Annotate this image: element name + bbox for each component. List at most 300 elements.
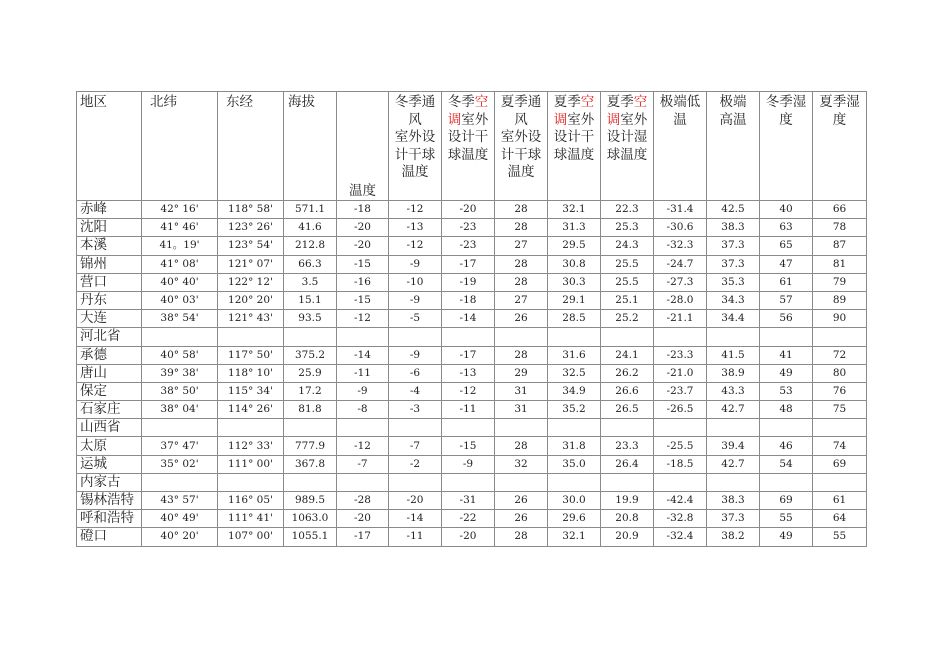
cell-latitude xyxy=(142,419,218,437)
cell-winter-ac: -23 xyxy=(442,219,495,237)
cell-summer-humidity: 72 xyxy=(813,346,867,364)
cell-summer-humidity: 74 xyxy=(813,437,867,455)
cell-winter-ventilation: -10 xyxy=(389,273,442,291)
cell-region: 太原 xyxy=(77,437,142,455)
cell-summer-ac-dry: 30.8 xyxy=(548,255,601,273)
cell-summer-ac-dry: 29.5 xyxy=(548,237,601,255)
header-temperature: 温度 xyxy=(337,92,389,201)
cell-longitude: 123° 54' xyxy=(218,237,284,255)
cell-winter-ventilation: -12 xyxy=(389,237,442,255)
cell-latitude: 43° 57' xyxy=(142,492,218,510)
cell-winter-ac: -19 xyxy=(442,273,495,291)
cell-longitude: 121° 43' xyxy=(218,310,284,328)
cell-altitude: 989.5 xyxy=(284,492,337,510)
cell-temperature xyxy=(337,328,389,346)
cell-latitude xyxy=(142,473,218,491)
cell-extreme-low: -30.6 xyxy=(654,219,707,237)
cell-winter-ac xyxy=(442,419,495,437)
cell-altitude: 15.1 xyxy=(284,291,337,309)
cell-extreme-high: 38.3 xyxy=(707,219,760,237)
cell-latitude: 38° 04' xyxy=(142,401,218,419)
cell-longitude: 122° 12' xyxy=(218,273,284,291)
cell-latitude: 41。19' xyxy=(142,237,218,255)
header-latitude: 北纬 xyxy=(142,92,218,201)
cell-longitude xyxy=(218,419,284,437)
cell-extreme-low: -32.4 xyxy=(654,528,707,546)
cell-summer-ventilation xyxy=(495,473,548,491)
cell-extreme-high: 39.4 xyxy=(707,437,760,455)
cell-region: 营口 xyxy=(77,273,142,291)
cell-region: 保定 xyxy=(77,382,142,400)
header-winter-ac: 冬季空 调室外 设计干 球温度 xyxy=(442,92,495,201)
cell-region: 承德 xyxy=(77,346,142,364)
cell-summer-ac-wet: 25.1 xyxy=(601,291,654,309)
cell-winter-humidity: 57 xyxy=(760,291,813,309)
cell-latitude xyxy=(142,328,218,346)
table-row xyxy=(77,201,867,219)
cell-winter-ac: -18 xyxy=(442,291,495,309)
cell-summer-ac-dry: 29.1 xyxy=(548,291,601,309)
header-region: 地区 xyxy=(77,92,142,201)
cell-summer-humidity: 66 xyxy=(813,201,867,219)
cell-summer-ac-dry: 28.5 xyxy=(548,310,601,328)
cell-extreme-low: -32.3 xyxy=(654,237,707,255)
cell-winter-humidity: 63 xyxy=(760,219,813,237)
cell-temperature: -20 xyxy=(337,510,389,528)
cell-winter-ventilation: -9 xyxy=(389,346,442,364)
cell-summer-ventilation: 31 xyxy=(495,401,548,419)
cell-winter-ac: -11 xyxy=(442,401,495,419)
cell-temperature: -16 xyxy=(337,273,389,291)
cell-summer-ac-dry xyxy=(548,419,601,437)
cell-latitude: 35° 02' xyxy=(142,455,218,473)
cell-winter-ventilation: -11 xyxy=(389,528,442,546)
cell-altitude: 375.2 xyxy=(284,346,337,364)
header-longitude: 东经 xyxy=(218,92,284,201)
cell-extreme-high: 37.3 xyxy=(707,237,760,255)
cell-summer-ac-dry: 30.0 xyxy=(548,492,601,510)
cell-temperature: -18 xyxy=(337,201,389,219)
cell-longitude: 116° 05' xyxy=(218,492,284,510)
cell-extreme-high: 43.3 xyxy=(707,382,760,400)
cell-summer-humidity: 80 xyxy=(813,364,867,382)
cell-winter-ventilation xyxy=(389,328,442,346)
cell-summer-ac-wet xyxy=(601,328,654,346)
cell-region: 山西省 xyxy=(77,419,142,437)
cell-winter-ac: -22 xyxy=(442,510,495,528)
cell-extreme-low: -18.5 xyxy=(654,455,707,473)
cell-region: 锡林浩特 xyxy=(77,492,142,510)
table-row xyxy=(77,473,867,491)
cell-summer-ventilation: 28 xyxy=(495,255,548,273)
table-row xyxy=(77,291,867,309)
header-row xyxy=(77,92,867,201)
cell-summer-ac-wet: 26.2 xyxy=(601,364,654,382)
cell-latitude: 40° 40' xyxy=(142,273,218,291)
cell-region: 呼和浩特 xyxy=(77,510,142,528)
cell-summer-humidity: 64 xyxy=(813,510,867,528)
cell-winter-ac: -23 xyxy=(442,237,495,255)
cell-longitude: 112° 33' xyxy=(218,437,284,455)
cell-extreme-high: 38.9 xyxy=(707,364,760,382)
cell-summer-ac-wet: 20.9 xyxy=(601,528,654,546)
cell-altitude: 1063.0 xyxy=(284,510,337,528)
header-summer-ac-wet: 夏季空 调室外 设计湿 球温度 xyxy=(601,92,654,201)
cell-temperature: -20 xyxy=(337,219,389,237)
header-extreme-low: 极端低 温 xyxy=(654,92,707,201)
cell-temperature: -17 xyxy=(337,528,389,546)
cell-longitude: 115° 34' xyxy=(218,382,284,400)
cell-summer-ac-dry: 32.1 xyxy=(548,201,601,219)
cell-summer-ac-dry xyxy=(548,328,601,346)
cell-latitude: 39° 38' xyxy=(142,364,218,382)
cell-summer-ac-wet: 25.2 xyxy=(601,310,654,328)
cell-region: 内家古 xyxy=(77,473,142,491)
cell-extreme-low xyxy=(654,419,707,437)
cell-summer-ventilation: 26 xyxy=(495,310,548,328)
cell-winter-ac: -20 xyxy=(442,528,495,546)
cell-longitude: 120° 20' xyxy=(218,291,284,309)
cell-longitude: 121° 07' xyxy=(218,255,284,273)
cell-summer-ac-dry: 32.1 xyxy=(548,528,601,546)
cell-latitude: 40° 03' xyxy=(142,291,218,309)
cell-latitude: 41° 08' xyxy=(142,255,218,273)
cell-temperature: -14 xyxy=(337,346,389,364)
cell-winter-ac: -9 xyxy=(442,455,495,473)
cell-winter-ventilation: -3 xyxy=(389,401,442,419)
cell-summer-ac-wet: 22.3 xyxy=(601,201,654,219)
header-winter-humidity: 冬季湿 度 xyxy=(760,92,813,201)
cell-extreme-low: -21.1 xyxy=(654,310,707,328)
cell-winter-humidity: 41 xyxy=(760,346,813,364)
cell-summer-ventilation: 28 xyxy=(495,437,548,455)
cell-extreme-high: 37.3 xyxy=(707,255,760,273)
cell-longitude: 114° 26' xyxy=(218,401,284,419)
cell-temperature: -28 xyxy=(337,492,389,510)
cell-extreme-low: -25.5 xyxy=(654,437,707,455)
cell-extreme-high: 38.2 xyxy=(707,528,760,546)
cell-latitude: 40° 49' xyxy=(142,510,218,528)
cell-altitude: 3.5 xyxy=(284,273,337,291)
cell-winter-ac: -12 xyxy=(442,382,495,400)
cell-extreme-high: 38.3 xyxy=(707,492,760,510)
cell-summer-humidity: 76 xyxy=(813,382,867,400)
cell-extreme-low: -42.4 xyxy=(654,492,707,510)
cell-temperature: -12 xyxy=(337,437,389,455)
cell-summer-ac-dry: 34.9 xyxy=(548,382,601,400)
table-row xyxy=(77,510,867,528)
cell-summer-ac-dry: 31.3 xyxy=(548,219,601,237)
table-row xyxy=(77,492,867,510)
cell-summer-humidity: 78 xyxy=(813,219,867,237)
cell-summer-ventilation: 28 xyxy=(495,528,548,546)
cell-summer-ac-wet: 23.3 xyxy=(601,437,654,455)
cell-extreme-low: -31.4 xyxy=(654,201,707,219)
cell-summer-humidity xyxy=(813,473,867,491)
cell-temperature: -15 xyxy=(337,291,389,309)
cell-winter-ventilation: -5 xyxy=(389,310,442,328)
cell-summer-ventilation: 28 xyxy=(495,273,548,291)
cell-summer-ventilation: 26 xyxy=(495,492,548,510)
table-row xyxy=(77,455,867,473)
cell-winter-humidity: 49 xyxy=(760,528,813,546)
cell-temperature xyxy=(337,473,389,491)
table-row xyxy=(77,328,867,346)
table-row xyxy=(77,310,867,328)
cell-extreme-low: -23.7 xyxy=(654,382,707,400)
cell-altitude: 777.9 xyxy=(284,437,337,455)
cell-summer-ac-wet: 26.6 xyxy=(601,382,654,400)
cell-winter-humidity: 49 xyxy=(760,364,813,382)
cell-summer-humidity: 69 xyxy=(813,455,867,473)
table-row xyxy=(77,419,867,437)
cell-winter-humidity: 53 xyxy=(760,382,813,400)
cell-summer-ac-dry: 31.6 xyxy=(548,346,601,364)
cell-summer-ac-wet: 26.4 xyxy=(601,455,654,473)
cell-region: 沈阳 xyxy=(77,219,142,237)
cell-extreme-low: -32.8 xyxy=(654,510,707,528)
cell-extreme-high xyxy=(707,473,760,491)
cell-winter-ventilation: -4 xyxy=(389,382,442,400)
cell-altitude: 66.3 xyxy=(284,255,337,273)
cell-summer-humidity: 87 xyxy=(813,237,867,255)
cell-winter-humidity: 69 xyxy=(760,492,813,510)
table-row xyxy=(77,437,867,455)
cell-extreme-high: 37.3 xyxy=(707,510,760,528)
cell-summer-ventilation: 29 xyxy=(495,364,548,382)
cell-winter-ventilation xyxy=(389,473,442,491)
cell-summer-ac-dry: 29.6 xyxy=(548,510,601,528)
cell-winter-ac: -20 xyxy=(442,201,495,219)
cell-latitude: 40° 20' xyxy=(142,528,218,546)
cell-altitude xyxy=(284,473,337,491)
cell-summer-ac-dry: 35.2 xyxy=(548,401,601,419)
cell-summer-ac-wet: 26.5 xyxy=(601,401,654,419)
cell-longitude: 111° 41' xyxy=(218,510,284,528)
cell-altitude: 17.2 xyxy=(284,382,337,400)
cell-longitude: 117° 50' xyxy=(218,346,284,364)
cell-extreme-high: 42.5 xyxy=(707,201,760,219)
cell-summer-humidity: 81 xyxy=(813,255,867,273)
cell-winter-ventilation: -12 xyxy=(389,201,442,219)
cell-temperature: -12 xyxy=(337,310,389,328)
cell-region: 磴口 xyxy=(77,528,142,546)
header-altitude: 海拔 xyxy=(284,92,337,201)
cell-region: 石家庄 xyxy=(77,401,142,419)
cell-extreme-high: 42.7 xyxy=(707,401,760,419)
climate-data-table xyxy=(76,91,867,547)
cell-summer-humidity: 79 xyxy=(813,273,867,291)
cell-summer-ac-dry: 31.8 xyxy=(548,437,601,455)
cell-latitude: 38° 54' xyxy=(142,310,218,328)
cell-longitude: 118° 58' xyxy=(218,201,284,219)
table-row xyxy=(77,237,867,255)
cell-extreme-low xyxy=(654,473,707,491)
cell-summer-humidity: 90 xyxy=(813,310,867,328)
cell-summer-ac-wet: 19.9 xyxy=(601,492,654,510)
table-row xyxy=(77,528,867,546)
cell-summer-humidity xyxy=(813,328,867,346)
cell-altitude: 367.8 xyxy=(284,455,337,473)
cell-winter-humidity: 46 xyxy=(760,437,813,455)
header-summer-ventilation: 夏季通 风 室外设 计干球 温度 xyxy=(495,92,548,201)
cell-summer-ventilation: 28 xyxy=(495,346,548,364)
cell-temperature: -8 xyxy=(337,401,389,419)
cell-winter-ventilation: -9 xyxy=(389,291,442,309)
cell-summer-ac-wet: 24.1 xyxy=(601,346,654,364)
cell-winter-ventilation xyxy=(389,419,442,437)
cell-latitude: 42° 16' xyxy=(142,201,218,219)
cell-winter-ventilation: -14 xyxy=(389,510,442,528)
cell-region: 赤峰 xyxy=(77,201,142,219)
cell-extreme-high: 41.5 xyxy=(707,346,760,364)
cell-extreme-low: -26.5 xyxy=(654,401,707,419)
cell-winter-humidity xyxy=(760,419,813,437)
cell-summer-ventilation: 27 xyxy=(495,237,548,255)
cell-winter-ac xyxy=(442,328,495,346)
cell-summer-ac-wet: 24.3 xyxy=(601,237,654,255)
cell-summer-humidity: 75 xyxy=(813,401,867,419)
cell-region: 本溪 xyxy=(77,237,142,255)
table-row xyxy=(77,255,867,273)
cell-winter-ac: -15 xyxy=(442,437,495,455)
cell-latitude: 41° 46' xyxy=(142,219,218,237)
cell-temperature: -9 xyxy=(337,382,389,400)
cell-summer-ac-wet: 25.5 xyxy=(601,255,654,273)
cell-summer-ventilation: 31 xyxy=(495,382,548,400)
cell-summer-ventilation: 26 xyxy=(495,510,548,528)
header-extreme-high: 极端 高温 xyxy=(707,92,760,201)
cell-winter-humidity: 47 xyxy=(760,255,813,273)
table-row xyxy=(77,346,867,364)
table-row xyxy=(77,401,867,419)
cell-winter-ac: -17 xyxy=(442,346,495,364)
cell-summer-humidity: 55 xyxy=(813,528,867,546)
cell-summer-ac-dry xyxy=(548,473,601,491)
cell-temperature xyxy=(337,419,389,437)
cell-altitude xyxy=(284,328,337,346)
cell-region: 丹东 xyxy=(77,291,142,309)
cell-summer-ac-wet xyxy=(601,473,654,491)
cell-extreme-high xyxy=(707,328,760,346)
cell-extreme-low: -27.3 xyxy=(654,273,707,291)
cell-summer-humidity: 89 xyxy=(813,291,867,309)
cell-altitude: 25.9 xyxy=(284,364,337,382)
cell-longitude: 111° 00' xyxy=(218,455,284,473)
cell-summer-ventilation xyxy=(495,419,548,437)
cell-summer-ac-wet: 25.5 xyxy=(601,273,654,291)
cell-summer-ac-wet: 20.8 xyxy=(601,510,654,528)
header-winter-ventilation: 冬季通 风 室外设 计干球 温度 xyxy=(389,92,442,201)
cell-summer-ventilation: 28 xyxy=(495,201,548,219)
cell-altitude: 93.5 xyxy=(284,310,337,328)
table-row xyxy=(77,382,867,400)
cell-region: 河北省 xyxy=(77,328,142,346)
cell-region: 唐山 xyxy=(77,364,142,382)
cell-summer-ac-dry: 30.3 xyxy=(548,273,601,291)
table-row xyxy=(77,273,867,291)
cell-latitude: 37° 47' xyxy=(142,437,218,455)
header-summer-humidity: 夏季湿 度 xyxy=(813,92,867,201)
cell-extreme-low: -24.7 xyxy=(654,255,707,273)
cell-extreme-high: 34.3 xyxy=(707,291,760,309)
cell-winter-humidity: 55 xyxy=(760,510,813,528)
cell-altitude: 81.8 xyxy=(284,401,337,419)
cell-winter-humidity: 48 xyxy=(760,401,813,419)
cell-altitude: 41.6 xyxy=(284,219,337,237)
cell-summer-ventilation: 27 xyxy=(495,291,548,309)
cell-winter-ventilation: -2 xyxy=(389,455,442,473)
cell-extreme-low: -23.3 xyxy=(654,346,707,364)
cell-winter-humidity xyxy=(760,328,813,346)
cell-winter-humidity: 61 xyxy=(760,273,813,291)
cell-temperature: -7 xyxy=(337,455,389,473)
cell-altitude: 571.1 xyxy=(284,201,337,219)
cell-temperature: -15 xyxy=(337,255,389,273)
cell-region: 运城 xyxy=(77,455,142,473)
cell-extreme-low: -21.0 xyxy=(654,364,707,382)
header-summer-ac-dry: 夏季空 调室外 设计干 球温度 xyxy=(548,92,601,201)
cell-summer-ventilation: 32 xyxy=(495,455,548,473)
cell-summer-ac-dry: 32.5 xyxy=(548,364,601,382)
cell-summer-ac-wet xyxy=(601,419,654,437)
cell-winter-humidity: 54 xyxy=(760,455,813,473)
cell-winter-ac: -17 xyxy=(442,255,495,273)
cell-altitude: 212.8 xyxy=(284,237,337,255)
cell-longitude xyxy=(218,328,284,346)
cell-longitude: 123° 26' xyxy=(218,219,284,237)
cell-extreme-high: 42.7 xyxy=(707,455,760,473)
cell-region: 大连 xyxy=(77,310,142,328)
cell-altitude: 1055.1 xyxy=(284,528,337,546)
cell-summer-humidity: 61 xyxy=(813,492,867,510)
cell-latitude: 38° 50' xyxy=(142,382,218,400)
cell-longitude: 118° 10' xyxy=(218,364,284,382)
cell-summer-ventilation: 28 xyxy=(495,219,548,237)
table-body xyxy=(77,92,867,547)
cell-winter-ac xyxy=(442,473,495,491)
cell-summer-humidity xyxy=(813,419,867,437)
cell-winter-ac: -14 xyxy=(442,310,495,328)
cell-extreme-high: 34.4 xyxy=(707,310,760,328)
cell-winter-humidity: 56 xyxy=(760,310,813,328)
cell-summer-ventilation xyxy=(495,328,548,346)
cell-winter-humidity: 40 xyxy=(760,201,813,219)
table-row xyxy=(77,219,867,237)
cell-temperature: -20 xyxy=(337,237,389,255)
cell-temperature: -11 xyxy=(337,364,389,382)
cell-winter-ventilation: -7 xyxy=(389,437,442,455)
cell-extreme-high xyxy=(707,419,760,437)
cell-longitude xyxy=(218,473,284,491)
cell-extreme-low xyxy=(654,328,707,346)
cell-extreme-high: 35.3 xyxy=(707,273,760,291)
cell-summer-ac-dry: 35.0 xyxy=(548,455,601,473)
cell-altitude xyxy=(284,419,337,437)
cell-latitude: 40° 58' xyxy=(142,346,218,364)
cell-extreme-low: -28.0 xyxy=(654,291,707,309)
cell-winter-ventilation: -9 xyxy=(389,255,442,273)
cell-winter-ac: -31 xyxy=(442,492,495,510)
cell-winter-ac: -13 xyxy=(442,364,495,382)
cell-winter-ventilation: -20 xyxy=(389,492,442,510)
cell-winter-humidity xyxy=(760,473,813,491)
cell-winter-ventilation: -13 xyxy=(389,219,442,237)
cell-winter-ventilation: -6 xyxy=(389,364,442,382)
cell-region: 锦州 xyxy=(77,255,142,273)
cell-summer-ac-wet: 25.3 xyxy=(601,219,654,237)
cell-longitude: 107° 00' xyxy=(218,528,284,546)
